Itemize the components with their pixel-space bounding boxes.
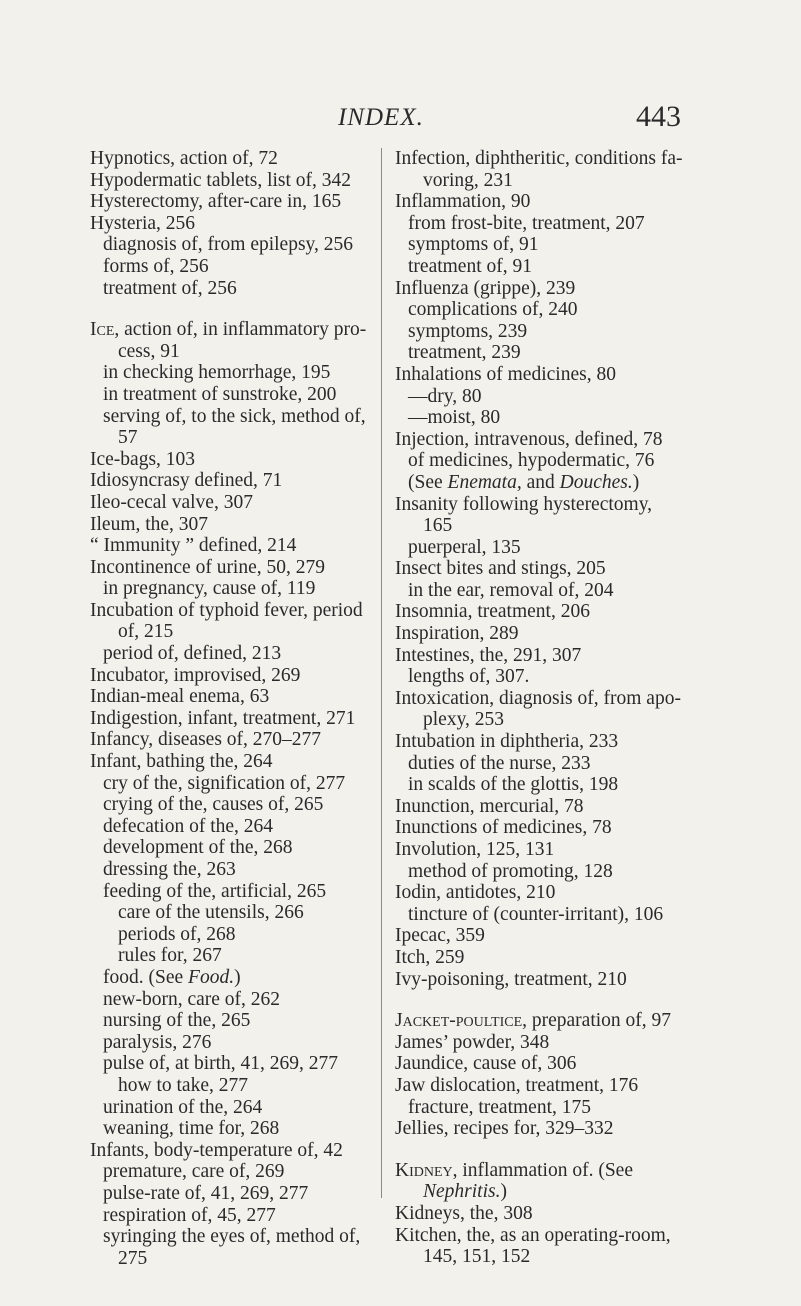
column-divider	[381, 148, 382, 1198]
index-subentry: tincture of (counter-irritant), 106	[408, 903, 664, 925]
section-gap	[90, 299, 370, 319]
index-entry: James’ powder, 348	[395, 1031, 550, 1053]
page-title: INDEX.	[338, 104, 424, 131]
index-column-right	[395, 148, 725, 1268]
index-entry: Ileum, the, 307	[90, 513, 209, 535]
index-entry: Ice, action of, in inflammatory pro-	[90, 319, 367, 341]
index-subentry: from frost-bite, treatment, 207	[408, 212, 645, 234]
index-entry: Ileo-cecal valve, 307	[90, 491, 253, 513]
index-subentry: food. (See Food.)	[103, 966, 241, 988]
index-entry: Influenza (grippe), 239	[395, 277, 576, 299]
index-entry: Kidneys, the, 308	[395, 1202, 533, 1224]
index-entry: Insomnia, treatment, 206	[395, 601, 590, 623]
index-subentry: puerperal, 135	[408, 536, 521, 558]
index-subentry: serving of, to the sick, method of,	[103, 405, 366, 427]
index-subentry: Nephritis.)	[423, 1181, 507, 1203]
index-entry: Involution, 125, 131	[395, 839, 555, 860]
index-subentry: treatment, 239	[408, 342, 521, 364]
index-entry: Inflammation, 90	[395, 191, 531, 213]
index-entry: Intoxication, diagnosis of, from apo-	[395, 687, 681, 709]
index-subentry: how to take, 277	[118, 1074, 248, 1096]
index-subentry: new-born, care of, 262	[103, 988, 281, 1010]
index-subentry: 165	[423, 515, 453, 537]
index-subentry: fracture, treatment, 175	[408, 1096, 591, 1118]
index-entry: Idiosyncrasy defined, 71	[90, 470, 283, 492]
index-subentry: treatment of, 256	[103, 277, 237, 299]
index-entry: Inunction, mercurial, 78	[395, 795, 584, 817]
index-subentry: respiration of, 45, 277	[103, 1204, 276, 1226]
index-subentry: weaning, time for, 268	[103, 1118, 280, 1140]
index-entry: Jaundice, cause of, 306	[395, 1053, 577, 1075]
index-subentry: pulse of, at birth, 41, 269, 277	[103, 1053, 339, 1075]
index-entry: Incubator, improvised, 269	[90, 664, 301, 686]
index-subentry: duties of the nurse, 233	[408, 752, 591, 774]
index-subentry: cry of the, signification of, 277	[103, 772, 346, 794]
index-entry: Jacket-poultice, preparation of, 97	[395, 1010, 672, 1032]
page-number: 443	[636, 100, 681, 133]
index-entry: Insect bites and stings, 205	[395, 558, 606, 580]
index-entry: Insanity following hysterectomy,	[395, 493, 653, 515]
index-entry: Indigestion, infant, treatment, 271	[90, 707, 356, 729]
index-subentry: urination of the, 264	[103, 1096, 263, 1118]
index-entry: Infant, bathing the, 264	[90, 751, 273, 773]
index-entry: Infection, diphtheritic, conditions fa-	[395, 148, 683, 169]
index-subentry: voring, 231	[423, 169, 513, 191]
index-entry: Inunctions of medicines, 78	[395, 817, 612, 839]
index-subentry: in checking hemorrhage, 195	[103, 362, 331, 384]
index-entry: Hypnotics, action of, 72	[90, 148, 278, 169]
index-entry: Hypodermatic tablets, list of, 342	[90, 169, 352, 191]
index-subentry: premature, care of, 269	[103, 1161, 285, 1183]
index-subentry: in treatment of sunstroke, 200	[103, 383, 337, 405]
index-entry: Infancy, diseases of, 270–277	[90, 729, 322, 751]
index-subentry: —moist, 80	[408, 407, 501, 429]
index-entry: Jellies, recipes for, 329–332	[395, 1118, 614, 1140]
index-entry: Infants, body-temperature of, 42	[90, 1139, 343, 1161]
index-column-left	[90, 148, 370, 1269]
index-subentry: symptoms of, 91	[408, 234, 539, 256]
index-entry: Intestines, the, 291, 307	[395, 644, 582, 666]
index-entry: Incubation of typhoid fever, period	[90, 599, 363, 621]
index-entry: Itch, 259	[395, 946, 465, 968]
index-subentry: of, 215	[118, 621, 174, 643]
index-subentry: pulse-rate of, 41, 269, 277	[103, 1182, 309, 1204]
index-entry: Incontinence of urine, 50, 279	[90, 556, 326, 578]
index-subentry: periods of, 268	[118, 923, 236, 945]
index-subentry: in the ear, removal of, 204	[408, 579, 614, 601]
index-entry: Indian-meal enema, 63	[90, 686, 270, 708]
index-subentry: in pregnancy, cause of, 119	[103, 578, 316, 600]
index-subentry: 275	[118, 1247, 148, 1269]
index-entry: Inspiration, 289	[395, 623, 519, 645]
index-subentry: diagnosis of, from epilepsy, 256	[103, 234, 354, 256]
index-entry: Kidney, inflammation of. (See	[395, 1159, 633, 1181]
index-entry: Intubation in diphtheria, 233	[395, 731, 619, 753]
index-subentry: plexy, 253	[423, 709, 505, 731]
index-subentry: (See Enemata, and Douches.)	[408, 471, 640, 493]
index-entry: Ivy-poisoning, treatment, 210	[395, 968, 627, 990]
index-entry: Jaw dislocation, treatment, 176	[395, 1074, 639, 1096]
index-subentry: care of the utensils, 266	[118, 902, 304, 924]
index-subentry: method of promoting, 128	[408, 860, 613, 882]
index-subentry: period of, defined, 213	[103, 643, 282, 665]
running-head	[0, 96, 801, 136]
index-subentry: syringing the eyes of, method of,	[103, 1226, 361, 1248]
index-subentry: complications of, 240	[408, 299, 578, 321]
index-subentry: symptoms, 239	[408, 320, 528, 342]
index-entry: Iodin, antidotes, 210	[395, 882, 556, 904]
index-subentry: forms of, 256	[103, 255, 209, 277]
index-entry: Ice-bags, 103	[90, 448, 196, 470]
index-entry: Kitchen, the, as an operating-room,	[395, 1224, 671, 1246]
index-subentry: dressing the, 263	[103, 859, 236, 880]
index-subentry: 145, 151, 152	[423, 1246, 531, 1268]
index-subentry: lengths of, 307.	[408, 666, 530, 688]
index-subentry: 57	[118, 427, 138, 449]
index-subentry: feeding of the, artificial, 265	[103, 880, 327, 902]
index-subentry: rules for, 267	[118, 945, 222, 967]
index-entry: “ Immunity ” defined, 214	[90, 535, 297, 557]
index-entry: Injection, intravenous, defined, 78	[395, 428, 663, 450]
section-gap	[395, 990, 725, 1010]
index-subentry: development of the, 268	[103, 837, 293, 859]
index-subentry: paralysis, 276	[103, 1031, 212, 1053]
index-subentry: treatment of, 91	[408, 255, 532, 277]
index-subentry: in scalds of the glottis, 198	[408, 774, 619, 796]
index-subentry: nursing of the, 265	[103, 1010, 251, 1032]
index-subentry: —dry, 80	[408, 385, 482, 407]
index-entry: Hysteria, 256	[90, 212, 196, 234]
index-subentry: defecation of the, 264	[103, 815, 274, 837]
index-subentry: cess, 91	[118, 340, 180, 362]
section-gap	[395, 1140, 725, 1160]
index-entry: Ipecac, 359	[395, 925, 485, 947]
index-entry: Inhalations of medicines, 80	[395, 363, 616, 385]
index-entry: Hysterectomy, after-care in, 165	[90, 191, 342, 213]
index-subentry: of medicines, hypodermatic, 76	[408, 450, 655, 472]
index-subentry: crying of the, causes of, 265	[103, 794, 324, 816]
